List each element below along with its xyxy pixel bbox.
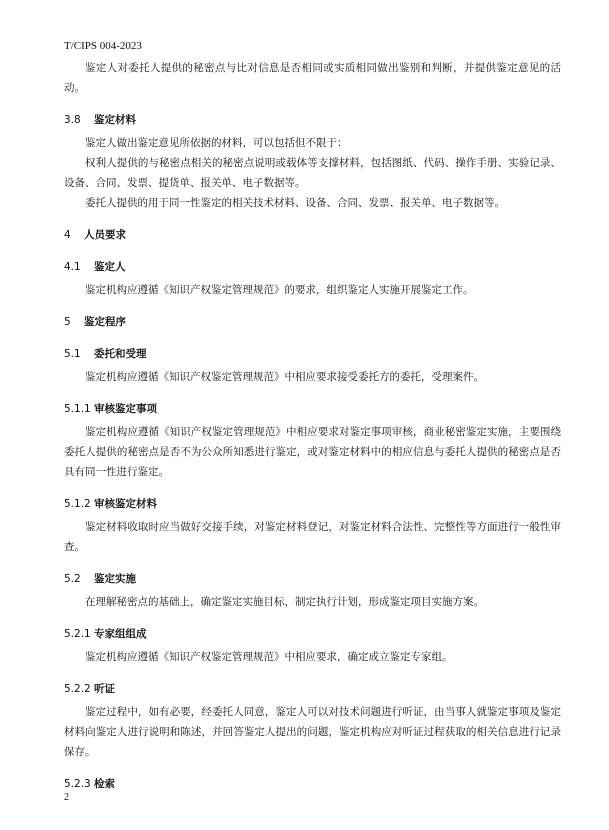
section-paragraph: 在理解秘密点的基础上，确定鉴定实施目标，制定执行计划，形成鉴定项目实施方案。 — [85, 596, 484, 608]
section-paragraph: 鉴定机构应遵循《知识产权鉴定管理规范》的要求，组织鉴定人实施开展鉴定工作。 — [85, 284, 474, 296]
section-title: 委托和受理 — [94, 348, 147, 360]
section-title: 审核鉴定材料 — [94, 498, 157, 510]
section-heading — [64, 110, 561, 130]
section-heading — [64, 344, 561, 364]
section-paragraph: 委托人提供的用于同一性鉴定的相关技术材料、设备、合同、发票、报关单、电子数据等。 — [85, 197, 505, 209]
section-number: 5 — [64, 316, 71, 328]
section-title: 听证 — [94, 683, 115, 695]
document-body — [64, 58, 561, 797]
section-number: 5.2.1 — [64, 628, 91, 640]
section-paragraph: 鉴定机构应遵循《知识产权鉴定管理规范》中相应要求接受委托方的委托，受理案件。 — [85, 371, 484, 383]
section-heading — [64, 257, 561, 277]
document-header: T/CIPS 004-2023 — [64, 40, 142, 52]
section-number: 5.1.2 — [64, 498, 91, 510]
section-heading — [64, 494, 561, 514]
section-title: 审核鉴定事项 — [94, 403, 157, 415]
section-number: 5.2.3 — [64, 778, 91, 790]
section-heading — [64, 679, 561, 699]
section-heading — [64, 399, 561, 419]
section-title: 鉴定实施 — [94, 573, 136, 585]
section-number: 5.1 — [64, 348, 81, 360]
section-title: 检索 — [94, 778, 115, 790]
intro-paragraph: 鉴定人对委托人提供的秘密点与比对信息是否相同或实质相同做出鉴别和判断，并提供鉴定意见的活动。 — [64, 62, 561, 94]
section-title: 专家组组成 — [94, 628, 147, 640]
section-title: 鉴定材料 — [94, 114, 136, 126]
section-heading — [64, 312, 561, 332]
page-number: 2 — [64, 792, 69, 803]
section-heading — [64, 624, 561, 644]
section-heading — [64, 569, 561, 589]
section-number: 5.2.2 — [64, 683, 91, 695]
section-title: 人员要求 — [84, 229, 126, 241]
section-paragraph: 鉴定机构应遵循《知识产权鉴定管理规范》中相应要求，确定成立鉴定专家组。 — [85, 651, 453, 663]
section-number: 4.1 — [64, 261, 81, 273]
section-paragraph: 权利人提供的与秘密点相关的秘密点说明或载体等支撑材料，包括图纸、代码、操作手册、实验记录、设备、合同、发票、提货单、报关单、电子数据等。 — [64, 157, 561, 189]
section-number: 5.2 — [64, 573, 81, 585]
section-number: 3.8 — [64, 114, 81, 126]
section-heading — [64, 774, 561, 794]
section-title: 鉴定程序 — [84, 316, 126, 328]
section-paragraph: 鉴定过程中，如有必要，经委托人同意，鉴定人可以对技术问题进行听证，由当事人就鉴定事项及鉴定材料向鉴定人进行说明和陈述，并回答鉴定人提出的问题，鉴定机构应对听证过程获取的相关信息进行记录保存。 — [64, 706, 561, 758]
section-number: 4 — [64, 229, 71, 241]
section-heading — [64, 225, 561, 245]
section-paragraph: 鉴定材料收取时应当做好交接手续，对鉴定材料登记，对鉴定材料合法性、完整性等方面进行一般性审查。 — [64, 521, 561, 553]
section-paragraph: 鉴定机构应遵循《知识产权鉴定管理规范》中相应要求对鉴定事项审核，商业秘密鉴定实施，主要围绕委托人提供的秘密点是否不为公众所知悉进行鉴定，或对鉴定材料中的相应信息与委托人提供的秘密点是否具有同一性进行鉴定。 — [64, 426, 561, 478]
section-paragraph: 鉴定人做出鉴定意见所依据的材料，可以包括但不限于： — [85, 137, 348, 149]
section-number: 5.1.1 — [64, 403, 91, 415]
section-title: 鉴定人 — [94, 261, 126, 273]
